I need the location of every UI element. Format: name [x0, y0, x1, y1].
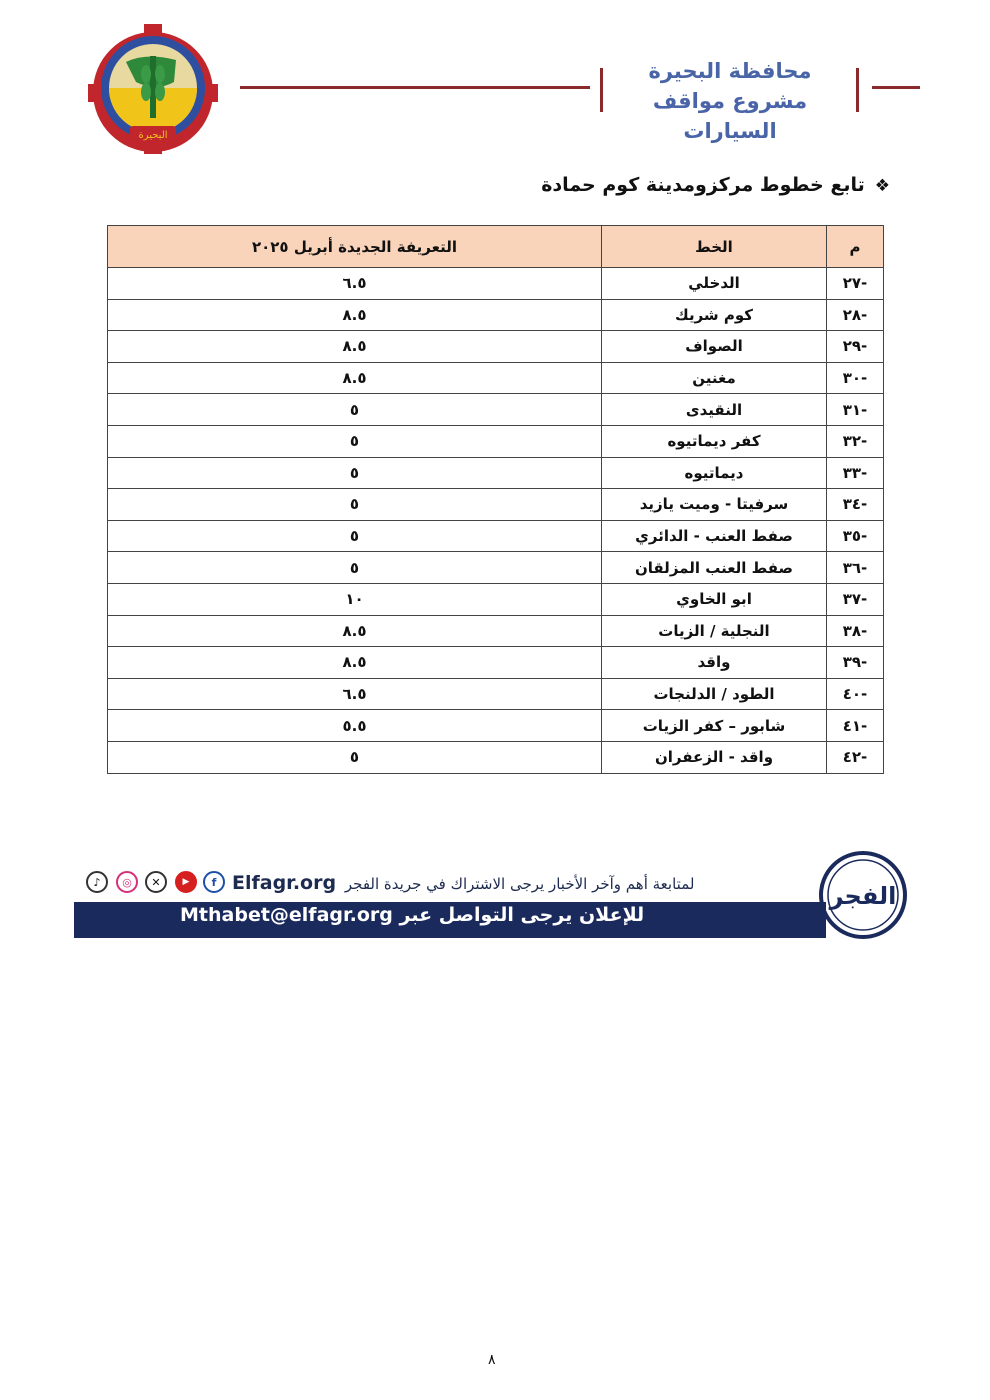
header-bar-left — [600, 68, 603, 112]
cell-line: شابور – كفر الزيات — [602, 710, 827, 742]
section-title: تابع خطوط مركزومدينة كوم حمادة — [541, 174, 865, 196]
cell-fare: ١٠ — [108, 583, 602, 615]
table-row — [108, 520, 884, 552]
cell-fare: ٥ — [108, 520, 602, 552]
cell-fare: ٥ — [108, 552, 602, 584]
page-number: ٨ — [488, 1352, 496, 1368]
svg-text:البحيرة: البحيرة — [138, 130, 168, 141]
table-row — [108, 268, 884, 300]
cell-fare: ٥ — [108, 457, 602, 489]
tiktok-icon[interactable]: ♪ — [86, 871, 108, 893]
cell-num: -٣٥ — [827, 520, 884, 552]
cell-fare: ٥ — [108, 425, 602, 457]
cell-line: النجلية / الزيات — [602, 615, 827, 647]
site-link[interactable]: Elfagr.org — [232, 872, 337, 894]
cell-fare: ٨.٥ — [108, 299, 602, 331]
header-title — [610, 56, 850, 146]
cell-num: -٣٦ — [827, 552, 884, 584]
table-row — [108, 362, 884, 394]
header-rule-right — [872, 86, 920, 89]
cell-num: -٣٢ — [827, 425, 884, 457]
cell-line: واقد — [602, 647, 827, 679]
cell-fare: ٥ — [108, 489, 602, 521]
section-heading — [541, 174, 890, 196]
cell-line: الصواف — [602, 331, 827, 363]
table-row — [108, 710, 884, 742]
cell-fare: ٨.٥ — [108, 647, 602, 679]
cell-num: -٣٨ — [827, 615, 884, 647]
svg-text:الفجر: الفجر — [829, 882, 897, 910]
governorate-logo — [86, 22, 220, 156]
banner-ads-line — [180, 904, 644, 926]
x-icon[interactable]: ✕ — [145, 871, 167, 893]
cell-fare: ٥ — [108, 394, 602, 426]
cell-line: مغنين — [602, 362, 827, 394]
table-row — [108, 583, 884, 615]
cell-line: ديماتيوه — [602, 457, 827, 489]
cell-line: الدخلي — [602, 268, 827, 300]
cell-line: كفر ديماتيوه — [602, 425, 827, 457]
cell-num: -٢٨ — [827, 299, 884, 331]
banner-follow-line — [232, 872, 694, 894]
cell-num: -٣٣ — [827, 457, 884, 489]
table-row — [108, 331, 884, 363]
cell-line: صفط العنب - الدائري — [602, 520, 827, 552]
cell-num: -٢٩ — [827, 331, 884, 363]
project-name: مشروع مواقف السيارات — [652, 89, 808, 143]
cell-fare: ٦.٥ — [108, 678, 602, 710]
cell-line: صفط العنب المزلقان — [602, 552, 827, 584]
cell-num: -٣٤ — [827, 489, 884, 521]
ads-text: للإعلان يرجى التواصل عبر — [399, 904, 645, 926]
cell-num: -٣٧ — [827, 583, 884, 615]
cell-num: -٤١ — [827, 710, 884, 742]
cell-num: -٣٠ — [827, 362, 884, 394]
diamond-bullet-icon: ❖ — [874, 176, 890, 196]
cell-line: الطود / الدلنجات — [602, 678, 827, 710]
header-rule-left — [240, 86, 590, 89]
header-line: الخط — [602, 226, 827, 268]
cell-num: -٣١ — [827, 394, 884, 426]
instagram-icon[interactable]: ◎ — [116, 871, 138, 893]
cell-fare: ٦.٥ — [108, 268, 602, 300]
table-row — [108, 552, 884, 584]
table-row — [108, 425, 884, 457]
cell-fare: ٥.٥ — [108, 710, 602, 742]
elfagr-logo — [818, 850, 908, 940]
table-row — [108, 678, 884, 710]
header-num: م — [827, 226, 884, 268]
cell-line: كوم شريك — [602, 299, 827, 331]
follow-text: لمتابعة أهم وآخر الأخبار يرجى الاشتراك في جريدة الفجر — [344, 875, 695, 893]
cell-line: سرفيتا - وميت يازيد — [602, 489, 827, 521]
cell-line: واقد - الزعفران — [602, 741, 827, 773]
header-bar-right — [856, 68, 859, 112]
header-fare: التعريفة الجديدة أبريل ٢٠٢٥ — [108, 226, 602, 268]
table-row — [108, 299, 884, 331]
youtube-icon[interactable]: ▶ — [175, 871, 197, 893]
table-row — [108, 741, 884, 773]
table-row — [108, 394, 884, 426]
table-header-row — [108, 226, 884, 268]
cell-line: ابو الخاوي — [602, 583, 827, 615]
table-row — [108, 457, 884, 489]
cell-num: -٢٧ — [827, 268, 884, 300]
fare-table — [107, 225, 884, 774]
facebook-icon[interactable]: f — [203, 871, 225, 893]
cell-fare: ٨.٥ — [108, 615, 602, 647]
contact-email[interactable]: Mthabet@elfagr.org — [180, 904, 393, 926]
governorate-name: محافظة البحيرة — [648, 59, 812, 83]
table-row — [108, 615, 884, 647]
cell-num: -٤٢ — [827, 741, 884, 773]
cell-fare: ٥ — [108, 741, 602, 773]
table-row — [108, 647, 884, 679]
cell-line: النقيدى — [602, 394, 827, 426]
cell-num: -٣٩ — [827, 647, 884, 679]
cell-fare: ٨.٥ — [108, 362, 602, 394]
table-row — [108, 489, 884, 521]
cell-fare: ٨.٥ — [108, 331, 602, 363]
cell-num: -٤٠ — [827, 678, 884, 710]
